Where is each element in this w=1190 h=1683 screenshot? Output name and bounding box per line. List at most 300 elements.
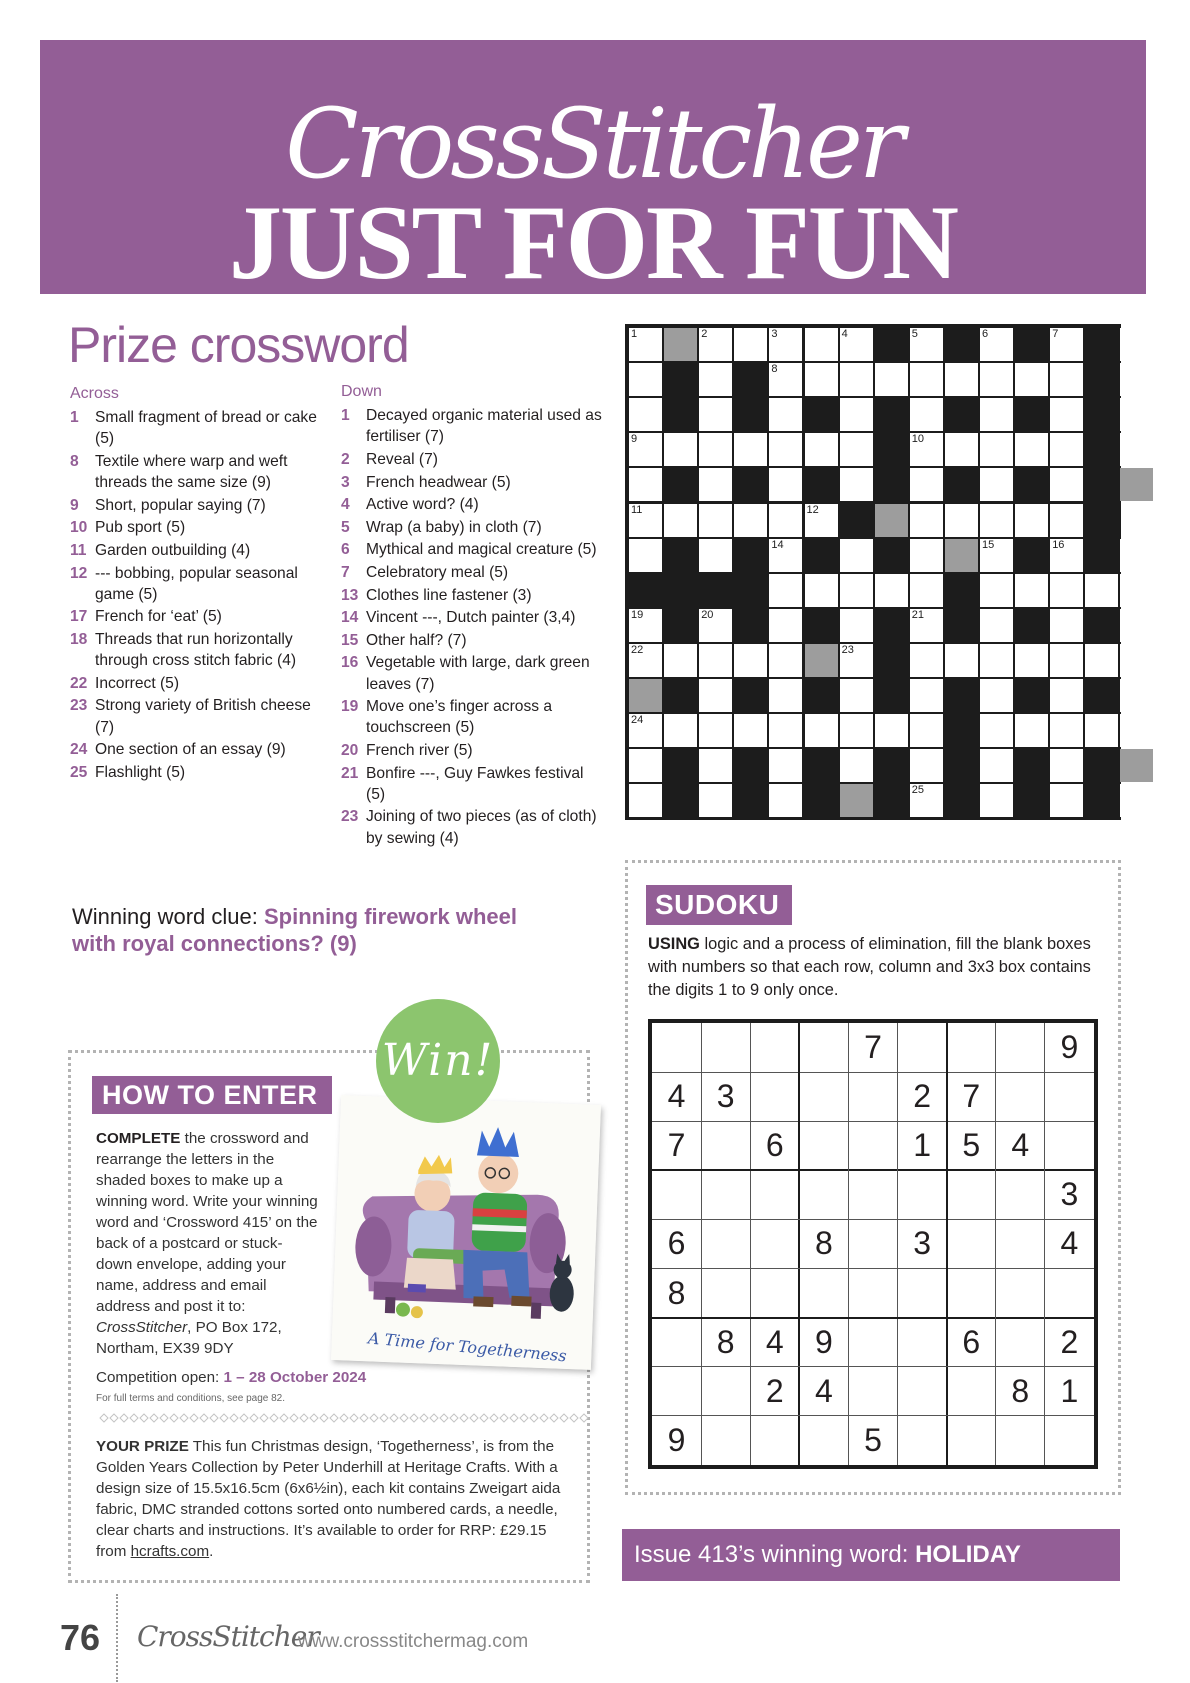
crossword-cell[interactable] [1050,749,1083,782]
divider-diamond [120,1414,128,1422]
crossword-cell[interactable] [769,504,802,537]
crossword-cell[interactable] [1050,609,1083,642]
divider-diamond [320,1414,328,1422]
crossword-cell[interactable] [980,398,1013,431]
crossword-cell[interactable] [769,679,802,712]
cell-number: 14 [771,538,784,551]
sudoku-cell[interactable]: 5 [962,1127,981,1164]
crossword-cell[interactable] [1120,398,1153,431]
crossword-cell[interactable] [980,539,1013,572]
crossword-cell[interactable] [769,539,802,572]
cell-number: 11 [631,503,643,516]
sudoku-cell[interactable] [750,1023,799,1072]
crossword-cell[interactable] [734,504,767,537]
crossword-cell[interactable] [980,609,1013,642]
sudoku-cell[interactable] [848,1318,897,1367]
crossword-cell[interactable] [1120,363,1153,396]
crossword-cell[interactable] [1015,574,1048,607]
enter-magazine: CrossStitcher [96,1319,188,1336]
crossword-cell[interactable] [1015,363,1048,396]
shaded-cell[interactable] [875,504,908,537]
sudoku-cell[interactable] [996,1269,1045,1318]
clue-text: One section of an essay (9) [95,741,286,759]
crossword-cell[interactable] [769,574,802,607]
image-caption: A Time for Togetherness [367,1328,568,1366]
sudoku-cell[interactable]: 8 [716,1323,735,1360]
crossword-cell[interactable] [769,363,802,396]
sudoku-cell[interactable] [898,1170,947,1219]
crossword-cell[interactable] [840,433,873,466]
crossword-cell[interactable] [769,749,802,782]
clue-text: Vegetable with large, dark green leaves (7) [366,654,590,693]
previous-winner-word: HOLIDAY [915,1541,1021,1568]
sudoku-cell[interactable]: 5 [864,1421,882,1458]
crossword-cell[interactable] [840,328,873,361]
crossword-cell[interactable] [769,468,802,501]
sudoku-cell[interactable] [799,1121,848,1170]
crossword-cell[interactable] [840,363,873,396]
crossword-cell[interactable] [629,784,662,817]
sudoku-cell[interactable]: 1 [913,1127,931,1164]
crossword-cell[interactable] [910,784,943,817]
crossword-cell[interactable] [769,433,802,466]
crossword-cell[interactable] [769,398,802,431]
crossword-cell[interactable] [1120,714,1153,747]
crossword-cell[interactable] [1050,433,1083,466]
crossword-cell[interactable] [699,784,732,817]
crossword-cell[interactable] [1050,539,1083,572]
divider-diamond [500,1414,508,1422]
sudoku-cell[interactable]: 7 [667,1127,686,1164]
footer-url[interactable]: www.crossstitchermag.com [298,1631,529,1652]
crossword-cell[interactable] [629,468,662,501]
crossword-cell[interactable] [664,433,697,466]
crossword-cell[interactable] [699,363,732,396]
down-clue [341,585,603,606]
sudoku-cell[interactable] [799,1023,848,1072]
crossword-cell[interactable] [699,714,732,747]
sudoku-cell[interactable] [898,1023,947,1072]
sudoku-cell[interactable] [1045,1269,1094,1318]
sudoku-cell[interactable] [898,1367,947,1416]
sudoku-cell[interactable] [652,1023,701,1072]
sudoku-cell[interactable] [750,1072,799,1121]
crossword-cell[interactable] [699,504,732,537]
sudoku-cell[interactable]: 8 [667,1274,686,1311]
crossword-cell[interactable] [734,328,767,361]
cell-number: 2 [701,328,708,340]
divider-diamond [380,1414,388,1422]
crossword-cell[interactable] [769,784,802,817]
crossword-cell[interactable] [699,644,732,677]
sudoku-cell[interactable] [652,1170,701,1219]
sudoku-gridline [946,1023,948,1465]
cell-number: 3 [771,328,778,340]
clue-text: --- bobbing, popular seasonal game (5) [95,564,298,603]
sudoku-gridline [652,1121,1094,1122]
sudoku-cell[interactable] [947,1023,996,1072]
crossword-cell[interactable] [945,363,978,396]
crossword-cell[interactable] [1120,574,1153,607]
sudoku-cell[interactable] [750,1269,799,1318]
brand-title: CrossStitcher [285,88,901,200]
sudoku-cell[interactable]: 4 [814,1372,833,1409]
sudoku-cell[interactable] [750,1170,799,1219]
sudoku-cell[interactable] [799,1170,848,1219]
clue-number: 17 [70,608,88,626]
sudoku-cell[interactable]: 2 [913,1078,931,1115]
down-clue [341,607,603,628]
crossword-cell[interactable] [910,644,943,677]
sudoku-cell[interactable] [652,1367,701,1416]
sudoku-cell[interactable]: 4 [1011,1127,1030,1164]
crossword-cell[interactable] [1120,644,1153,677]
crossword-cell[interactable] [769,328,802,361]
down-clue [341,806,603,848]
crossword-cell[interactable] [1120,328,1153,361]
crossword-cell[interactable] [840,749,873,782]
crossword-cell[interactable] [629,644,662,677]
crossword-cell[interactable] [840,644,873,677]
sudoku-grid[interactable] [648,1019,1098,1469]
shaded-cell[interactable] [1120,468,1153,501]
sudoku-cell[interactable]: 7 [864,1029,882,1065]
crossword-cell[interactable] [1085,644,1118,677]
crossword-cell[interactable] [910,468,943,501]
crossword-cell[interactable] [629,749,662,782]
crossword-cell[interactable] [980,749,1013,782]
crossword-cell[interactable] [1050,398,1083,431]
divider-diamond [450,1414,458,1422]
sudoku-cell[interactable] [848,1269,897,1318]
down-clues [341,381,603,850]
crossword-cell[interactable] [629,433,662,466]
crossword-cell[interactable] [980,504,1013,537]
crossword-cell[interactable] [664,714,697,747]
crossword-cell[interactable] [840,609,873,642]
enter-body: the crossword and rearrange the letters in the shaded boxes to make up a winning word. Write your winning word and ‘Crossword 415’ on the back of a postcard or stuck-down envelope, adding your name, address and email address and post it to: [96,1130,318,1315]
crossword-cell[interactable] [769,609,802,642]
crossword-cell[interactable] [910,328,943,361]
clue-number: 23 [341,808,359,826]
sudoku-cell[interactable] [848,1219,897,1268]
clue-number: 12 [70,564,88,582]
cell-number: 21 [911,608,925,621]
sudoku-cell[interactable]: 1 [1060,1372,1079,1409]
sudoku-cell[interactable] [898,1318,947,1367]
sudoku-cell[interactable]: 8 [814,1225,833,1262]
crossword-cell[interactable] [805,433,838,466]
crossword-cell[interactable] [629,398,662,431]
sudoku-cell[interactable]: 2 [765,1372,784,1409]
crossword-cell[interactable] [629,504,662,537]
crossword-cell[interactable] [769,714,802,747]
clue-number: 9 [70,496,79,514]
sudoku-cell[interactable] [701,1023,750,1072]
sudoku-gridline [1044,1023,1045,1465]
crossword-cell[interactable] [664,504,697,537]
clue-number: 22 [70,674,88,692]
crossword-cell[interactable] [1015,714,1048,747]
crossword-cell[interactable] [980,644,1013,677]
prize-kit-image [331,1095,601,1370]
crossword-cell[interactable] [1015,433,1048,466]
crossword-grid[interactable] [625,324,1121,820]
sudoku-cell[interactable]: 4 [667,1078,686,1115]
crossword-cell[interactable] [980,363,1013,396]
divider-diamond [110,1414,118,1422]
sudoku-instructions-text: logic and a process of elimination, fill the blank boxes with numbers so that each row, column and 3x3 box contains the digits 1 to 9 only once. [648,935,1091,999]
down-clue [341,405,603,447]
crossword-cell[interactable] [734,714,767,747]
sudoku-banner: SUDOKU [646,885,792,925]
divider-diamond [220,1414,228,1422]
crossword-cell[interactable] [910,398,943,431]
crossword-cell[interactable] [699,398,732,431]
sudoku-cell[interactable]: 2 [1060,1323,1079,1360]
crossword-cell[interactable] [1015,644,1048,677]
sudoku-cell[interactable]: 6 [962,1323,981,1360]
crossword-cell[interactable] [664,644,697,677]
divider-diamond [330,1414,338,1422]
crossword-cell[interactable] [1050,363,1083,396]
sudoku-cell[interactable] [799,1072,848,1121]
clue-text: Flashlight (5) [95,763,186,781]
across-clue [70,495,330,516]
crossword-cell[interactable] [1015,504,1048,537]
sudoku-cell[interactable]: 3 [716,1078,735,1115]
crossword-cell[interactable] [910,679,943,712]
clue-number: 23 [70,697,88,715]
shaded-cell[interactable] [805,644,838,677]
divider-diamond [150,1414,158,1422]
crossword-cell[interactable] [699,539,732,572]
divider-diamond [100,1414,108,1422]
crossword-cell[interactable] [805,714,838,747]
crossword-cell[interactable] [1120,679,1153,712]
sudoku-cell[interactable]: 9 [814,1323,833,1360]
crossword-cell[interactable] [1050,504,1083,537]
crossword-cell[interactable] [945,644,978,677]
divider-diamond [250,1414,258,1422]
sudoku-cell[interactable] [947,1219,996,1268]
sudoku-cell[interactable] [701,1219,750,1268]
sudoku-cell[interactable] [799,1416,848,1465]
down-clue-list [341,405,603,849]
sudoku-cell[interactable] [701,1170,750,1219]
sudoku-cell[interactable] [947,1269,996,1318]
across-clue [70,407,330,449]
sudoku-cell[interactable] [947,1416,996,1465]
divider-diamond [290,1414,298,1422]
crossword-cell[interactable] [1085,714,1118,747]
divider-diamond [480,1414,488,1422]
crossword-cell[interactable] [875,363,908,396]
sudoku-cell[interactable] [701,1416,750,1465]
crossword-cell[interactable] [1050,679,1083,712]
crossword-cell[interactable] [1050,784,1083,817]
sudoku-cell[interactable] [996,1023,1045,1072]
sudoku-cell[interactable]: 3 [1060,1176,1079,1213]
crossword-cell[interactable] [910,714,943,747]
sudoku-cell[interactable] [947,1170,996,1219]
sudoku-cell[interactable] [701,1367,750,1416]
sudoku-cell[interactable] [996,1416,1045,1465]
crossword-cell[interactable] [699,749,732,782]
sudoku-cell[interactable]: 6 [765,1127,784,1164]
crossword-cell[interactable] [699,433,732,466]
sudoku-cell[interactable] [898,1416,947,1465]
cell-number: 15 [982,538,995,551]
across-clue [70,606,330,627]
crossword-cell[interactable] [980,468,1013,501]
crossword-cell[interactable] [980,328,1013,361]
sudoku-cell[interactable] [996,1170,1045,1219]
sudoku-cell[interactable] [1045,1121,1094,1170]
crossword-cell[interactable] [875,574,908,607]
crossword-cell[interactable] [840,679,873,712]
across-clue [70,629,330,671]
how-to-enter-banner: HOW TO ENTER [92,1076,332,1114]
shaded-cell[interactable] [945,539,978,572]
sudoku-cell[interactable] [996,1318,1045,1367]
cell-number: 8 [771,363,778,376]
sudoku-cell[interactable] [1045,1416,1094,1465]
crossword-cell[interactable] [1050,468,1083,501]
crossword-cell[interactable] [805,328,838,361]
cell-number: 4 [841,328,848,340]
sudoku-cell[interactable] [750,1416,799,1465]
crossword-cell[interactable] [980,714,1013,747]
across-clue [70,739,330,760]
divider-diamond [140,1414,148,1422]
sudoku-cell[interactable] [701,1121,750,1170]
sudoku-cell[interactable]: 4 [1060,1225,1079,1262]
crossword-cell[interactable] [945,433,978,466]
sudoku-cell[interactable]: 7 [962,1078,981,1115]
crossword-cell[interactable] [805,504,838,537]
sudoku-cell[interactable] [750,1219,799,1268]
crossword-cell[interactable] [910,609,943,642]
sudoku-cell[interactable] [996,1072,1045,1121]
crossword-cell[interactable] [1050,574,1083,607]
crossword-cell[interactable] [805,363,838,396]
down-clue [341,472,603,493]
crossword-cell[interactable] [980,574,1013,607]
sudoku-cell[interactable] [898,1269,947,1318]
sudoku-cell[interactable]: 3 [913,1225,931,1262]
sudoku-cell[interactable] [848,1121,897,1170]
sudoku-gridline [995,1023,996,1465]
crossword-cell[interactable] [769,644,802,677]
cell-number: 10 [911,433,925,446]
sudoku-cell[interactable]: 9 [1060,1029,1079,1065]
crossword-cell[interactable] [840,398,873,431]
crossword-cell[interactable] [1120,539,1153,572]
crossword-cell[interactable] [699,609,732,642]
crossword-cell[interactable] [1120,784,1153,817]
winning-clue-text: Spinning firework wheel with royal connections? (9) [72,904,518,956]
prize-end: . [209,1543,214,1561]
enter-address: , PO Box 172, Northam, EX39 9DY [96,1319,282,1357]
crossword-cell[interactable] [805,574,838,607]
shaded-cell[interactable] [664,328,697,361]
sudoku-cell[interactable] [848,1072,897,1121]
sudoku-cell[interactable]: 4 [765,1323,784,1360]
sudoku-cell[interactable] [996,1219,1045,1268]
sudoku-cell[interactable] [701,1269,750,1318]
clue-number: 21 [341,764,359,782]
clue-number: 19 [341,698,359,716]
sudoku-cell[interactable]: 6 [667,1225,686,1262]
down-clue [341,763,603,805]
sudoku-cell[interactable] [652,1318,701,1367]
clue-text: Threads that run horizontally through cross stitch fabric (4) [95,630,297,670]
crossword-cell[interactable] [734,644,767,677]
crossword-cell[interactable] [699,679,732,712]
crossword-cell[interactable] [945,504,978,537]
crossword-cell[interactable] [840,574,873,607]
crossword-cell[interactable] [840,539,873,572]
crossword-cell[interactable] [840,714,873,747]
crossword-cell[interactable] [1050,714,1083,747]
crossword-cell[interactable] [910,504,943,537]
shaded-cell[interactable] [1120,749,1153,782]
crossword-cell[interactable] [910,363,943,396]
crossword-cell[interactable] [1050,328,1083,361]
crossword-cell[interactable] [1050,644,1083,677]
cell-number: 16 [1052,538,1065,551]
crossword-cell[interactable] [629,363,662,396]
crossword-cell[interactable] [629,328,662,361]
crossword-cell[interactable] [910,539,943,572]
crossword-cell[interactable] [910,433,943,466]
crossword-cell[interactable] [699,468,732,501]
crossword-cell[interactable] [629,714,662,747]
crossword-cell[interactable] [910,574,943,607]
crossword-cell[interactable] [980,433,1013,466]
sudoku-cell[interactable] [799,1269,848,1318]
shaded-cell[interactable] [629,679,662,712]
crossword-cell[interactable] [699,328,732,361]
crossword-cell[interactable] [734,433,767,466]
crossword-cell[interactable] [910,749,943,782]
divider-diamond [560,1414,568,1422]
prize-link[interactable]: hcrafts.com [130,1543,210,1561]
sudoku-cell[interactable]: 9 [667,1421,686,1458]
crossword-cell[interactable] [629,609,662,642]
crossword-cell[interactable] [1120,609,1153,642]
crossword-cell[interactable] [840,468,873,501]
clue-number: 7 [341,563,350,581]
crossword-cell[interactable] [1120,433,1153,466]
sudoku-cell[interactable] [1045,1072,1094,1121]
sudoku-instructions [648,933,1104,1002]
divider-diamond [210,1414,218,1422]
crossword-cell[interactable] [980,784,1013,817]
crossword-cell[interactable] [980,679,1013,712]
clue-text: Strong variety of British cheese (7) [95,697,311,736]
sudoku-cell[interactable]: 8 [1011,1372,1030,1409]
shaded-cell[interactable] [840,784,873,817]
sudoku-cell[interactable] [947,1367,996,1416]
sudoku-cell[interactable] [848,1170,897,1219]
crossword-cell[interactable] [875,714,908,747]
across-clue [70,451,330,493]
crossword-cell[interactable] [629,539,662,572]
sudoku-cell[interactable] [848,1367,897,1416]
crossword-cell[interactable] [1085,574,1118,607]
